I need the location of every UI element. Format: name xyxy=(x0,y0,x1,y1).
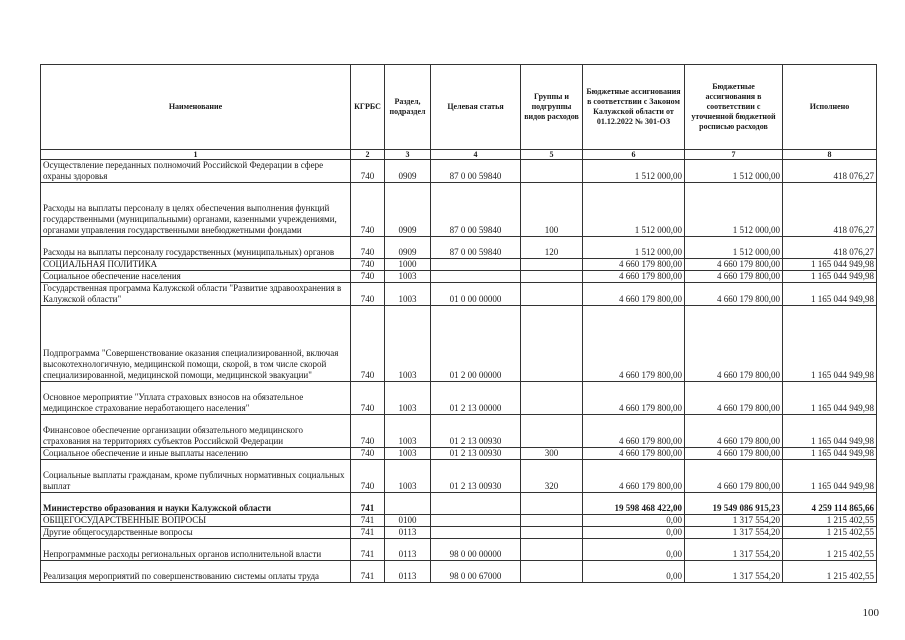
row-section: 1003 xyxy=(385,382,431,415)
header-target: Целевая статья xyxy=(431,65,521,150)
row-target: 87 0 00 59840 xyxy=(431,237,521,259)
header-law: Бюджетные ассигнования в соответствии с Законом Калужской области от 01.12.2022 № 301-ОЗ xyxy=(583,65,685,150)
row-kgrbs: 740 xyxy=(351,283,385,306)
row-target: 01 0 00 00000 xyxy=(431,283,521,306)
page-number: 100 xyxy=(862,607,879,619)
column-number-row xyxy=(41,150,877,160)
row-law-amount: 0,00 xyxy=(583,539,685,561)
table-row xyxy=(41,237,877,259)
row-group xyxy=(521,306,583,382)
row-section: 0100 xyxy=(385,515,431,527)
row-updated-amount: 1 512 000,00 xyxy=(685,183,783,237)
row-target: 01 2 13 00000 xyxy=(431,382,521,415)
row-law-amount: 1 512 000,00 xyxy=(583,160,685,183)
row-updated-amount: 4 660 179 800,00 xyxy=(685,271,783,283)
row-kgrbs: 741 xyxy=(351,527,385,539)
budget-table xyxy=(40,64,877,583)
column-number: 3 xyxy=(385,150,431,160)
row-executed-amount: 1 165 044 949,98 xyxy=(783,283,877,306)
row-target: 01 2 00 00000 xyxy=(431,306,521,382)
row-target xyxy=(431,271,521,283)
row-executed-amount: 1 165 044 949,98 xyxy=(783,460,877,493)
row-updated-amount: 4 660 179 800,00 xyxy=(685,306,783,382)
row-kgrbs: 741 xyxy=(351,539,385,561)
row-kgrbs: 740 xyxy=(351,259,385,271)
row-section: 0113 xyxy=(385,561,431,583)
row-kgrbs: 741 xyxy=(351,493,385,515)
row-updated-amount: 4 660 179 800,00 xyxy=(685,283,783,306)
table-row xyxy=(41,259,877,271)
row-kgrbs: 741 xyxy=(351,561,385,583)
column-number: 4 xyxy=(431,150,521,160)
row-name: Финансовое обеспечение организации обязательного медицинского страхования на территориях субъектов Российской Федерации xyxy=(41,415,351,448)
row-updated-amount: 4 660 179 800,00 xyxy=(685,415,783,448)
row-target xyxy=(431,527,521,539)
table-row xyxy=(41,271,877,283)
row-group xyxy=(521,283,583,306)
row-law-amount: 19 598 468 422,00 xyxy=(583,493,685,515)
row-target: 87 0 00 59840 xyxy=(431,160,521,183)
row-executed-amount: 1 165 044 949,98 xyxy=(783,271,877,283)
column-number: 6 xyxy=(583,150,685,160)
row-kgrbs: 740 xyxy=(351,460,385,493)
row-kgrbs: 740 xyxy=(351,237,385,259)
table-row xyxy=(41,448,877,460)
table-row xyxy=(41,160,877,183)
row-group xyxy=(521,271,583,283)
row-group xyxy=(521,561,583,583)
row-group xyxy=(521,382,583,415)
row-section: 1003 xyxy=(385,283,431,306)
row-name: Социальное обеспечение населения xyxy=(41,271,351,283)
table-row xyxy=(41,561,877,583)
row-executed-amount: 1 165 044 949,98 xyxy=(783,448,877,460)
row-name: Расходы на выплаты персоналу государственных (муниципальных) органов xyxy=(41,237,351,259)
row-law-amount: 4 660 179 800,00 xyxy=(583,415,685,448)
row-updated-amount: 4 660 179 800,00 xyxy=(685,448,783,460)
row-executed-amount: 418 076,27 xyxy=(783,237,877,259)
row-target: 01 2 13 00930 xyxy=(431,448,521,460)
row-name: Другие общегосударственные вопросы xyxy=(41,527,351,539)
row-updated-amount: 4 660 179 800,00 xyxy=(685,382,783,415)
row-section: 1003 xyxy=(385,271,431,283)
row-group: 320 xyxy=(521,460,583,493)
header-kgrbs: КГРБС xyxy=(351,65,385,150)
row-executed-amount: 1 165 044 949,98 xyxy=(783,306,877,382)
table-row xyxy=(41,539,877,561)
row-section: 0909 xyxy=(385,183,431,237)
row-kgrbs: 740 xyxy=(351,271,385,283)
column-number: 7 xyxy=(685,150,783,160)
table-row xyxy=(41,382,877,415)
row-law-amount: 0,00 xyxy=(583,561,685,583)
row-name: ОБЩЕГОСУДАРСТВЕННЫЕ ВОПРОСЫ xyxy=(41,515,351,527)
row-target: 87 0 00 59840 xyxy=(431,183,521,237)
row-updated-amount: 1 317 554,20 xyxy=(685,527,783,539)
row-law-amount: 1 512 000,00 xyxy=(583,237,685,259)
row-group: 300 xyxy=(521,448,583,460)
row-name: Подпрограмма "Совершенствование оказания специализированной, включая высокотехнологичную, медицинской помощи, скорой, в том числе скорой специализированной, медицинской помощи, медицинской эвакуации" xyxy=(41,306,351,382)
row-section: 0909 xyxy=(385,160,431,183)
row-name: Министерство образования и науки Калужской области xyxy=(41,493,351,515)
table-row xyxy=(41,283,877,306)
row-kgrbs: 740 xyxy=(351,306,385,382)
row-group xyxy=(521,160,583,183)
row-law-amount: 4 660 179 800,00 xyxy=(583,271,685,283)
row-law-amount: 4 660 179 800,00 xyxy=(583,460,685,493)
row-section: 0909 xyxy=(385,237,431,259)
header-executed: Исполнено xyxy=(783,65,877,150)
row-group xyxy=(521,539,583,561)
column-number: 5 xyxy=(521,150,583,160)
row-executed-amount: 1 215 402,55 xyxy=(783,561,877,583)
row-group xyxy=(521,415,583,448)
row-executed-amount: 1 165 044 949,98 xyxy=(783,415,877,448)
row-target xyxy=(431,493,521,515)
table-row xyxy=(41,493,877,515)
row-target: 01 2 13 00930 xyxy=(431,415,521,448)
row-law-amount: 1 512 000,00 xyxy=(583,183,685,237)
budget-table-sheet xyxy=(40,64,876,583)
row-updated-amount: 1 317 554,20 xyxy=(685,515,783,527)
row-group: 120 xyxy=(521,237,583,259)
row-updated-amount: 4 660 179 800,00 xyxy=(685,259,783,271)
row-executed-amount: 1 165 044 949,98 xyxy=(783,259,877,271)
column-number: 8 xyxy=(783,150,877,160)
row-executed-amount: 1 165 044 949,98 xyxy=(783,382,877,415)
header-row xyxy=(41,65,877,150)
row-group xyxy=(521,493,583,515)
row-section: 1003 xyxy=(385,460,431,493)
row-updated-amount: 1 512 000,00 xyxy=(685,237,783,259)
row-section: 1000 xyxy=(385,259,431,271)
row-section: 0113 xyxy=(385,539,431,561)
row-updated-amount: 1 317 554,20 xyxy=(685,539,783,561)
row-target: 01 2 13 00930 xyxy=(431,460,521,493)
row-law-amount: 4 660 179 800,00 xyxy=(583,283,685,306)
row-updated-amount: 1 317 554,20 xyxy=(685,561,783,583)
column-number: 2 xyxy=(351,150,385,160)
table-row xyxy=(41,515,877,527)
row-executed-amount: 1 215 402,55 xyxy=(783,515,877,527)
row-kgrbs: 740 xyxy=(351,160,385,183)
row-target: 98 0 00 67000 xyxy=(431,561,521,583)
table-row xyxy=(41,527,877,539)
row-name: Непрограммные расходы региональных органов исполнительной власти xyxy=(41,539,351,561)
row-kgrbs: 741 xyxy=(351,515,385,527)
header-name: Наименование xyxy=(41,65,351,150)
table-row xyxy=(41,460,877,493)
row-target xyxy=(431,515,521,527)
header-groups: Группы и подгруппы видов расходов xyxy=(521,65,583,150)
row-name: Расходы на выплаты персоналу в целях обеспечения выполнения функций государственными (муниципальными) органами, казенными учреждениями, органами управления государственными внебюджетными фондами xyxy=(41,183,351,237)
table-row xyxy=(41,183,877,237)
row-section xyxy=(385,493,431,515)
row-executed-amount: 4 259 114 865,66 xyxy=(783,493,877,515)
row-name: Основное мероприятие "Уплата страховых взносов на обязательное медицинское страхование неработающего населения" xyxy=(41,382,351,415)
row-executed-amount: 1 215 402,55 xyxy=(783,539,877,561)
row-target: 98 0 00 00000 xyxy=(431,539,521,561)
row-kgrbs: 740 xyxy=(351,448,385,460)
row-executed-amount: 1 215 402,55 xyxy=(783,527,877,539)
table-row xyxy=(41,415,877,448)
row-executed-amount: 418 076,27 xyxy=(783,160,877,183)
header-updated: Бюджетные ассигнования в соответствии с уточненной бюджетной росписью расходов xyxy=(685,65,783,150)
row-section: 0113 xyxy=(385,527,431,539)
row-name: Реализация мероприятий по совершенствованию системы оплаты труда xyxy=(41,561,351,583)
row-executed-amount: 418 076,27 xyxy=(783,183,877,237)
row-name: СОЦИАЛЬНАЯ ПОЛИТИКА xyxy=(41,259,351,271)
row-law-amount: 0,00 xyxy=(583,527,685,539)
row-kgrbs: 740 xyxy=(351,382,385,415)
row-group xyxy=(521,515,583,527)
row-section: 1003 xyxy=(385,306,431,382)
row-law-amount: 4 660 179 800,00 xyxy=(583,306,685,382)
row-updated-amount: 19 549 086 915,23 xyxy=(685,493,783,515)
row-kgrbs: 740 xyxy=(351,415,385,448)
row-name: Осуществление переданных полномочий Российской Федерации в сфере охраны здоровья xyxy=(41,160,351,183)
row-group xyxy=(521,259,583,271)
row-section: 1003 xyxy=(385,415,431,448)
row-section: 1003 xyxy=(385,448,431,460)
row-group: 100 xyxy=(521,183,583,237)
row-law-amount: 4 660 179 800,00 xyxy=(583,448,685,460)
table-row xyxy=(41,306,877,382)
row-law-amount: 0,00 xyxy=(583,515,685,527)
row-group xyxy=(521,527,583,539)
row-updated-amount: 1 512 000,00 xyxy=(685,160,783,183)
row-law-amount: 4 660 179 800,00 xyxy=(583,259,685,271)
row-name: Государственная программа Калужской области "Развитие здравоохранения в Калужской области" xyxy=(41,283,351,306)
row-name: Социальное обеспечение и иные выплаты населению xyxy=(41,448,351,460)
row-updated-amount: 4 660 179 800,00 xyxy=(685,460,783,493)
row-kgrbs: 740 xyxy=(351,183,385,237)
header-section: Раздел, подраздел xyxy=(385,65,431,150)
column-number: 1 xyxy=(41,150,351,160)
row-target xyxy=(431,259,521,271)
row-law-amount: 4 660 179 800,00 xyxy=(583,382,685,415)
row-name: Социальные выплаты гражданам, кроме публичных нормативных социальных выплат xyxy=(41,460,351,493)
